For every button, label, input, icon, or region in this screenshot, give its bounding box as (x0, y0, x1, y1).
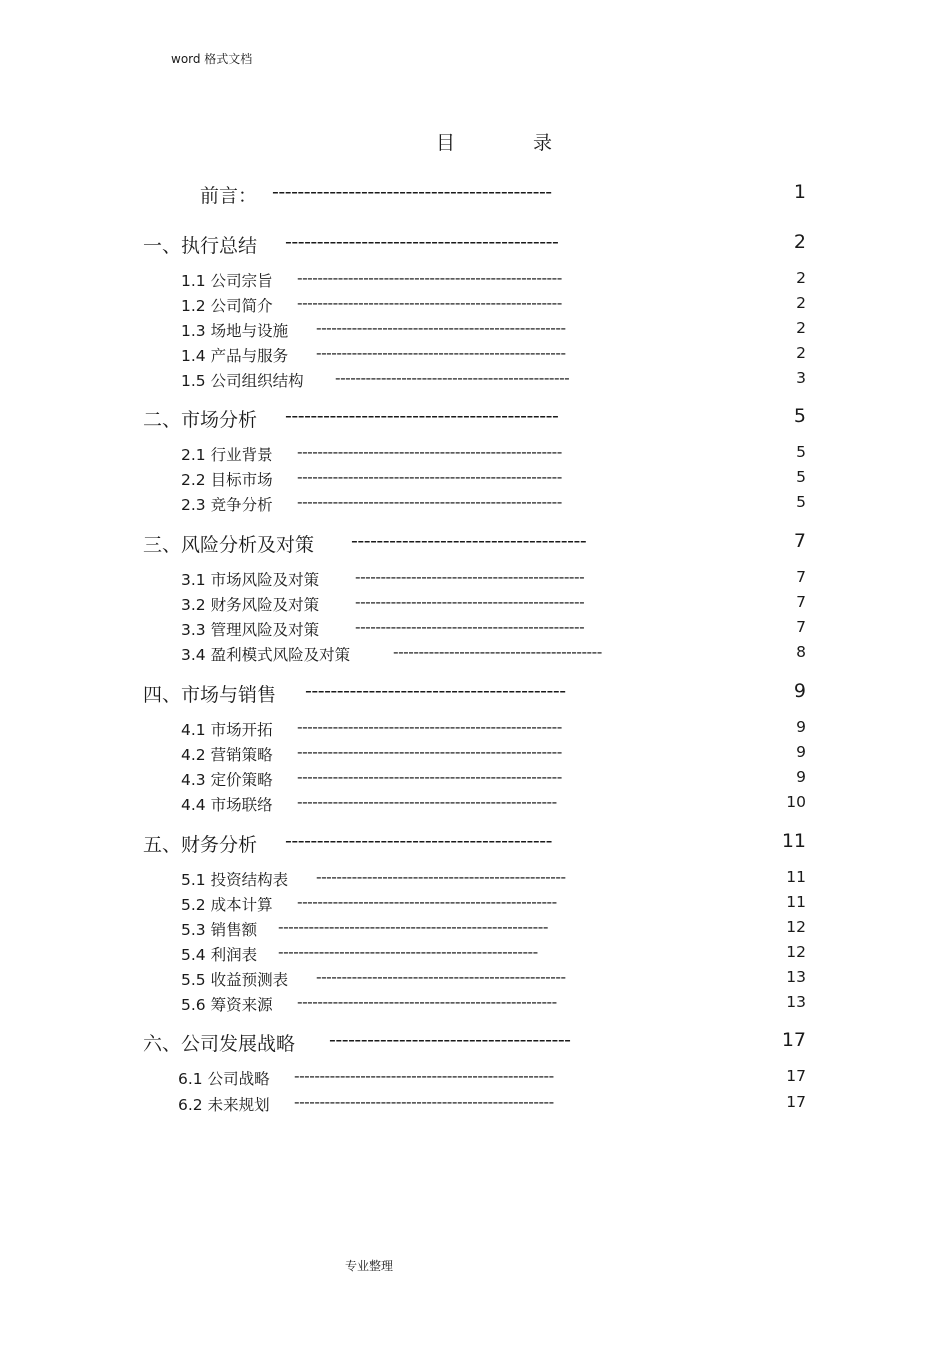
toc-entry-title: 5.5 收益预测表 (181, 971, 289, 989)
toc-entry-title: 4.1 市场开拓 (181, 721, 273, 739)
toc-entry-title: 5.2 成本计算 (181, 896, 273, 914)
toc-entry-title: 3.4 盈利模式风险及对策 (181, 646, 351, 664)
toc-entry-title: 五、财务分析 (143, 834, 258, 856)
toc-leader-dots: --------------------------------------------- (355, 568, 585, 586)
toc-page-number: 11 (786, 893, 806, 911)
toc-page-number: 2 (793, 231, 806, 253)
toc-entry-title: 1.3 场地与设施 (181, 322, 289, 340)
toc-entry-title: 5.4 利润表 (181, 946, 258, 964)
toc-leader-dots: ----------------------------------------------------- (278, 918, 548, 936)
toc-entry-title: 四、市场与销售 (143, 684, 277, 706)
toc-page-number: 7 (793, 530, 806, 552)
toc-entry-title: 1.2 公司简介 (181, 297, 273, 315)
toc-page-number: 7 (796, 593, 806, 611)
toc-leader-dots: ---------------------------------------------------- (297, 718, 562, 736)
toc-entry-title: 1.1 公司宗旨 (181, 272, 273, 290)
toc-entry-title: 6.2 未来规划 (178, 1096, 270, 1114)
toc-leader-dots: ----------------------------------------- (305, 680, 566, 702)
toc-leader-dots: -------------------------------------------- (272, 181, 552, 203)
toc-entry-title: 2.1 行业背景 (181, 446, 273, 464)
toc-page-number: 1 (793, 181, 806, 203)
toc-page-number: 8 (796, 643, 806, 661)
toc-page-number: 3 (796, 369, 806, 387)
toc-entry-title: 二、市场分析 (143, 409, 258, 431)
toc-entry-title: 5.3 销售额 (181, 921, 258, 939)
toc-leader-dots: ------------------------------------------------- (316, 968, 566, 986)
toc-page-number: 2 (796, 319, 806, 337)
toc-page-number: 12 (786, 918, 806, 936)
toc-title: 目 录 (436, 132, 589, 154)
toc-entry-title: 前言： (200, 185, 258, 207)
toc-page-number: 11 (786, 868, 806, 886)
toc-entry-title: 4.3 定价策略 (181, 771, 273, 789)
toc-leader-dots: ---------------------------------------------------- (297, 468, 562, 486)
toc-page-number: 10 (786, 793, 806, 811)
toc-leader-dots: ---------------------------------------------- (335, 369, 570, 387)
toc-page-number: 17 (786, 1093, 806, 1111)
toc-page-number: 12 (786, 943, 806, 961)
toc-leader-dots: ---------------------------------------------------- (297, 269, 562, 287)
toc-page-number: 13 (786, 968, 806, 986)
page-header: word 格式文档 (171, 52, 253, 66)
toc-leader-dots: ---------------------------------------------------- (297, 743, 562, 761)
toc-leader-dots: ---------------------------------------------------- (297, 768, 562, 786)
toc-page-number: 9 (796, 768, 806, 786)
toc-entry-title: 2.3 竞争分析 (181, 496, 273, 514)
toc-leader-dots: ---------------------------------------------------- (297, 443, 562, 461)
toc-page-number: 2 (796, 294, 806, 312)
toc-leader-dots: --------------------------------------------------- (294, 1067, 554, 1085)
toc-page-number: 9 (793, 680, 806, 702)
toc-page-number: 17 (781, 1029, 806, 1051)
toc-page-number: 5 (793, 405, 806, 427)
toc-leader-dots: ------------------------------------- (351, 530, 587, 552)
toc-entry-title: 1.5 公司组织结构 (181, 372, 304, 390)
toc-entry-title: 2.2 目标市场 (181, 471, 273, 489)
toc-entry-title: 六、公司发展战略 (143, 1033, 296, 1055)
toc-entry-title: 1.4 产品与服务 (181, 347, 289, 365)
toc-leader-dots: --------------------------------------------------- (294, 1093, 554, 1111)
toc-page-number: 9 (796, 718, 806, 736)
toc-leader-dots: --------------------------------------------------- (297, 993, 557, 1011)
toc-page-number: 2 (796, 344, 806, 362)
toc-page-number: 11 (781, 830, 806, 852)
toc-entry-title: 三、风险分析及对策 (143, 534, 315, 556)
toc-page-number: 5 (796, 493, 806, 511)
toc-leader-dots: --------------------------------------------------- (278, 943, 538, 961)
toc-entry-title: 3.1 市场风险及对策 (181, 571, 320, 589)
toc-leader-dots: --------------------------------------------- (355, 618, 585, 636)
toc-entry-title: 4.4 市场联络 (181, 796, 273, 814)
toc-entry-title: 6.1 公司战略 (178, 1070, 270, 1088)
toc-leader-dots: ---------------------------------------------------- (297, 493, 562, 511)
toc-leader-dots: --------------------------------------------------- (297, 793, 557, 811)
page-footer: 专业整理 (345, 1259, 394, 1273)
toc-page-number: 17 (786, 1067, 806, 1085)
toc-page-number: 13 (786, 993, 806, 1011)
toc-leader-dots: ------------------------------------------------- (316, 319, 566, 337)
toc-page-number: 5 (796, 468, 806, 486)
toc-entry-title: 3.3 管理风险及对策 (181, 621, 320, 639)
toc-page-number: 7 (796, 618, 806, 636)
toc-entry-title: 一、执行总结 (143, 235, 258, 257)
toc-leader-dots: ---------------------------------------------------- (297, 294, 562, 312)
toc-page-number: 2 (796, 269, 806, 287)
toc-page-number: 9 (796, 743, 806, 761)
toc-entry-title: 5.6 筹资来源 (181, 996, 273, 1014)
toc-leader-dots: --------------------------------------------------- (297, 893, 557, 911)
toc-page-number: 7 (796, 568, 806, 586)
toc-entry-title: 4.2 营销策略 (181, 746, 273, 764)
toc-leader-dots: ------------------------------------------ (285, 830, 552, 852)
toc-entry-title: 5.1 投资结构表 (181, 871, 289, 889)
toc-leader-dots: ------------------------------------------- (285, 231, 559, 253)
toc-leader-dots: ------------------------------------------------- (316, 344, 566, 362)
toc-leader-dots: ----------------------------------------- (393, 643, 602, 661)
toc-leader-dots: ------------------------------------------- (285, 405, 559, 427)
toc-leader-dots: --------------------------------------------- (355, 593, 585, 611)
toc-leader-dots: -------------------------------------- (329, 1029, 571, 1051)
toc-entry-title: 3.2 财务风险及对策 (181, 596, 320, 614)
toc-page-number: 5 (796, 443, 806, 461)
toc-leader-dots: ------------------------------------------------- (316, 868, 566, 886)
